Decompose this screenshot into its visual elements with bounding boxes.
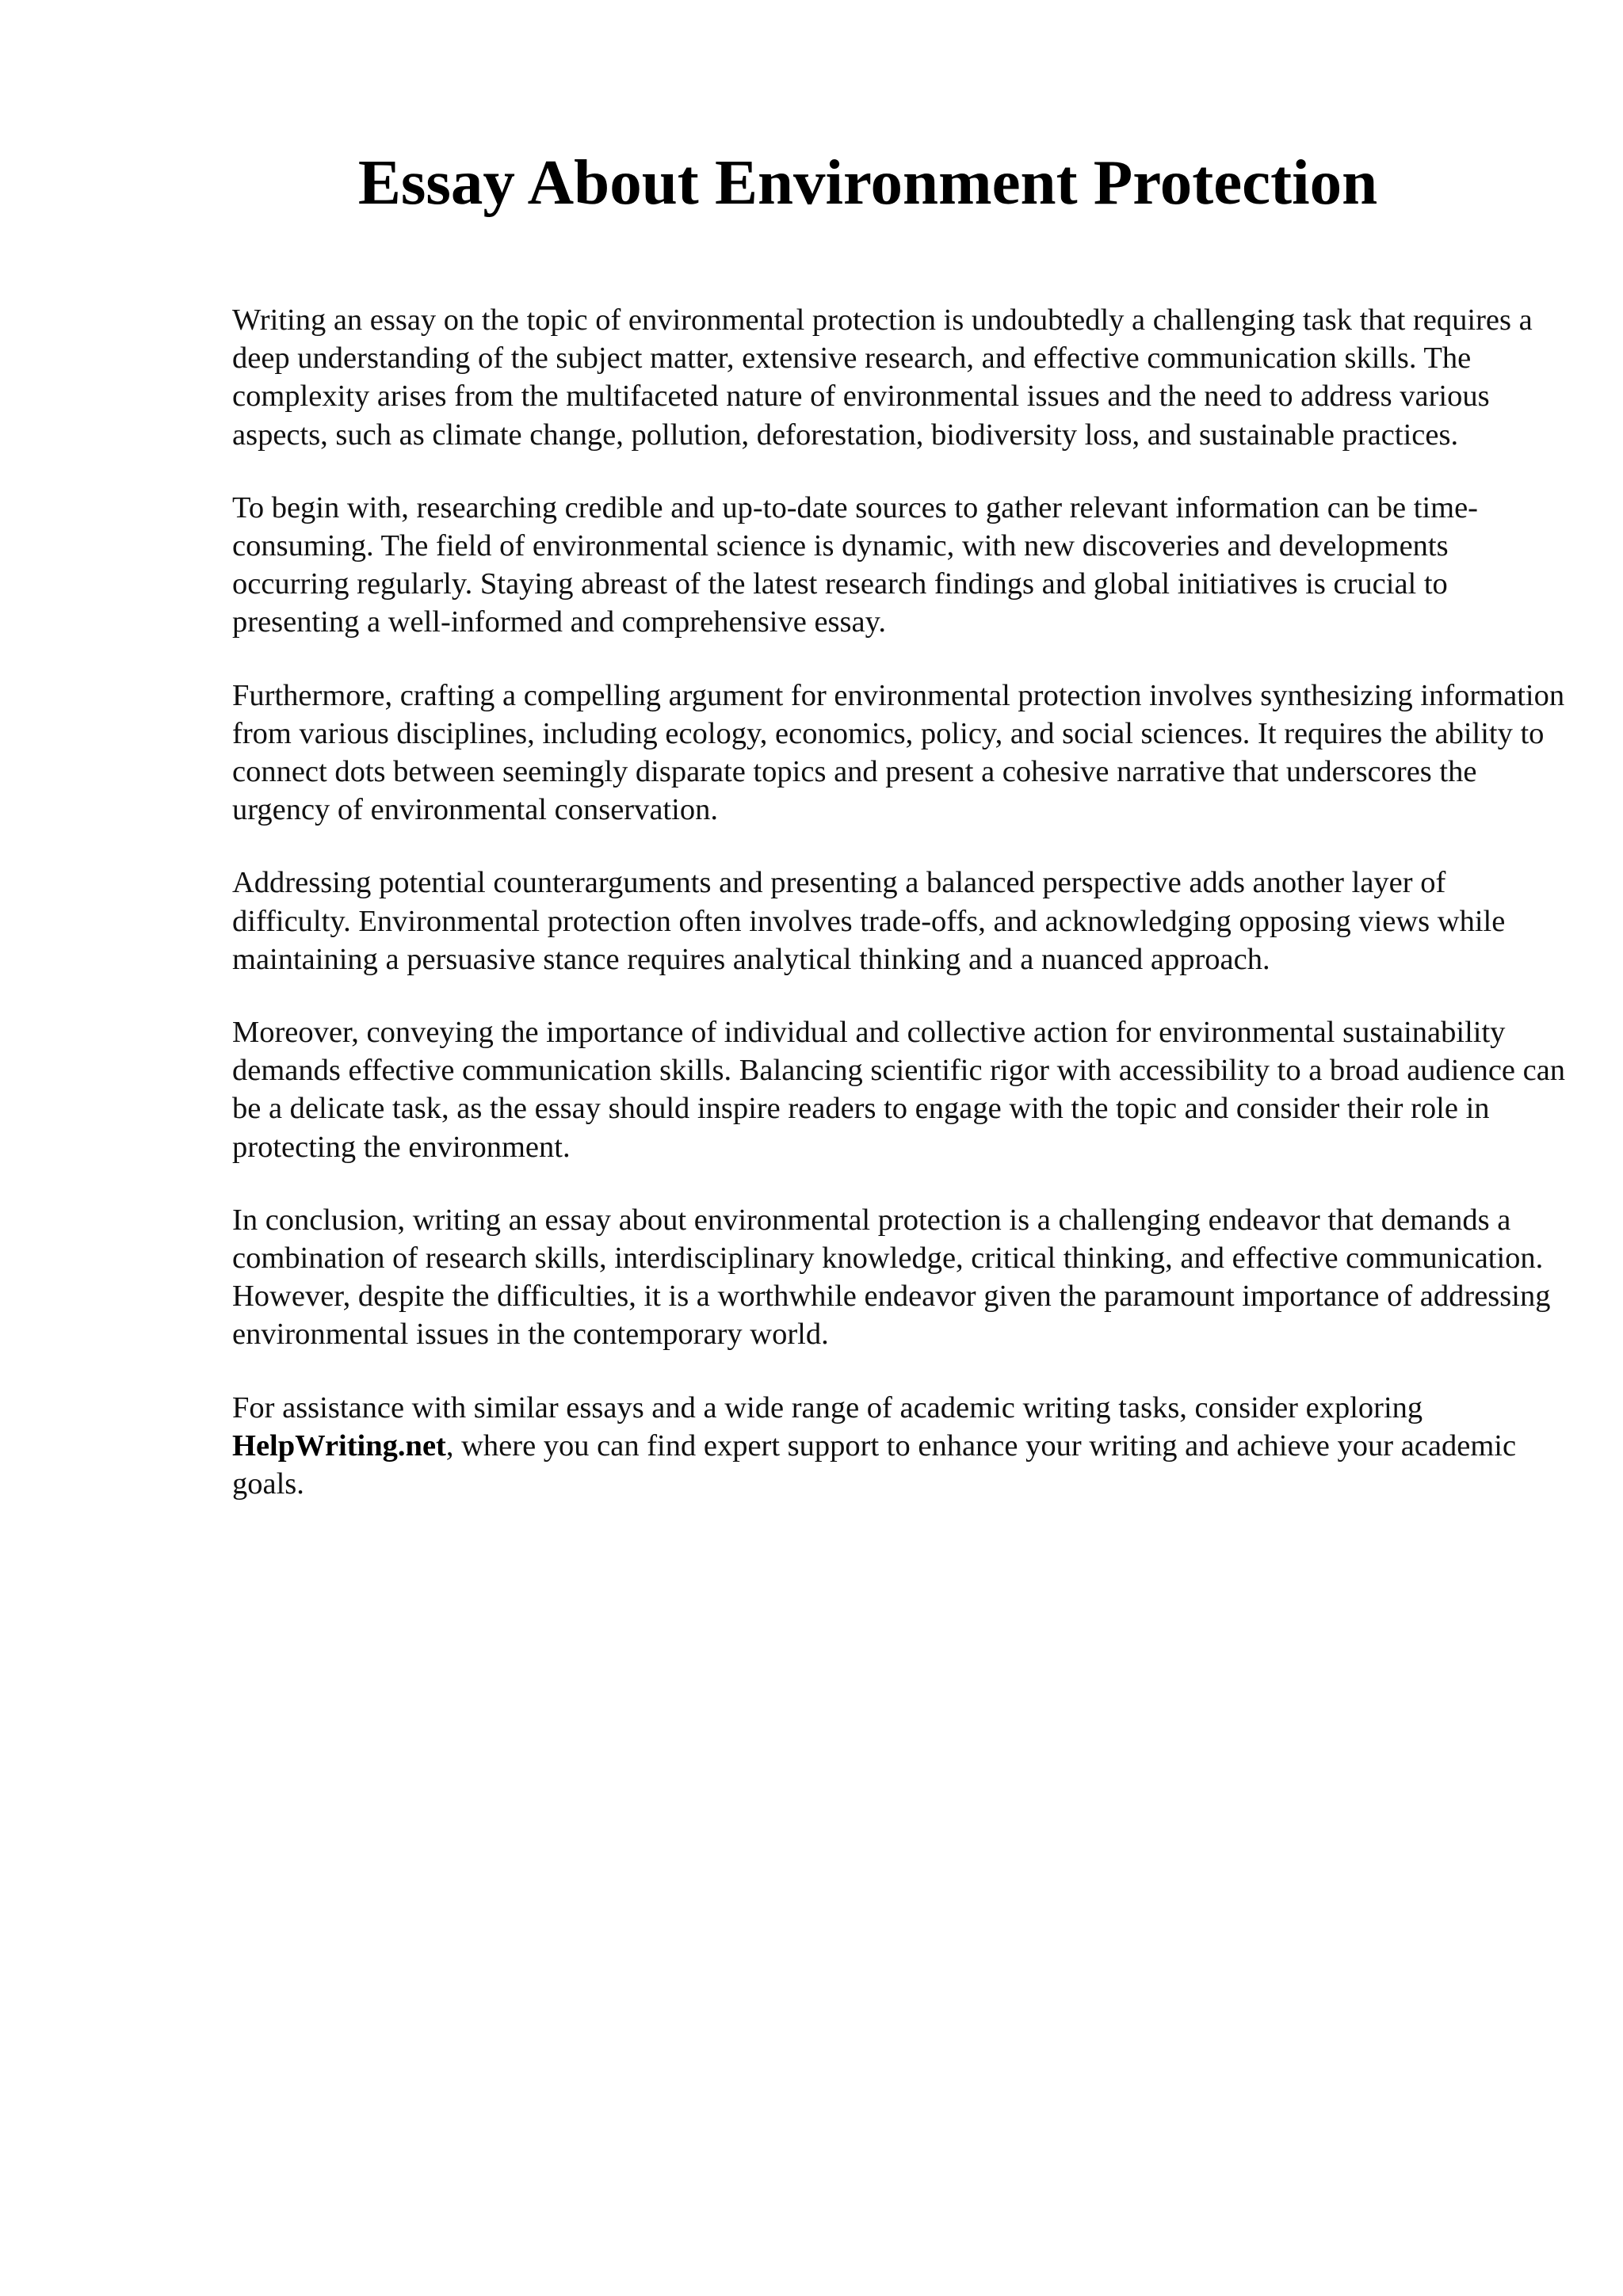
paragraph-conclusion: In conclusion, writing an essay about environmental protection is a challenging endeavor that demands a combination of research skills, interdisciplinary knowledge, critical thinking, and effective communication. However, despite the difficulties, it is a worthwhile endeavor given the paramount importance of addressing environmental issues in the contemporary world.	[232, 1203, 1551, 1352]
paragraph-research: To begin with, researching credible and up-to-date sources to gather relevant information can be time-consuming. The field of environmental science is dynamic, with new discoveries and developments occurring regularly. Staying abreast of the latest research findings and global initiatives is crucial to presenting a well-informed and comprehensive essay.	[232, 490, 1478, 639]
document-title: Essay About Environment Protection	[357, 147, 1378, 218]
paragraph-communication: Moreover, conveying the importance of individual and collective action for environmental sustainability demands effective communication skills. Balancing scientific rigor with accessibility to a broad audience can be a delicate task, as the essay should inspire readers to engage with the topic and consider their role in protecting the environment.	[232, 1016, 1566, 1164]
paragraph-intro: Writing an essay on the topic of environmental protection is undoubtedly a challenging task that requires a deep understanding of the subject matter, extensive research, and effective communication skills. The complexity arises from the multifaceted nature of environmental issues and the need to address various aspects, such as climate change, pollution, deforestation, biodiversity loss, and sustainable practices.	[232, 303, 1533, 452]
closing-text-after: , where you can find expert support to enhance your writing and achieve your academic goals.	[232, 1428, 1517, 1501]
essay-body	[232, 301, 1571, 1538]
paragraph-closing	[232, 1389, 1571, 1504]
paragraph-argument: Furthermore, crafting a compelling argument for environmental protection involves synthesizing information from various disciplines, including ecology, economics, policy, and social sciences. It requires the ability to connect dots between seemingly disparate topics and present a cohesive narrative that underscores the urgency of environmental conservation.	[232, 678, 1565, 827]
closing-text-before: For assistance with similar essays and a wide range of academic writing tasks, consider exploring	[232, 1390, 1423, 1425]
helpwriting-link[interactable]: HelpWriting.net	[232, 1428, 446, 1463]
paragraph-counterarguments: Addressing potential counterarguments and presenting a balanced perspective adds another layer of difficulty. Environmental protection often involves trade-offs, and acknowledging opposing views while maintaining a persuasive stance requires analytical thinking and a nuanced approach.	[232, 866, 1506, 976]
